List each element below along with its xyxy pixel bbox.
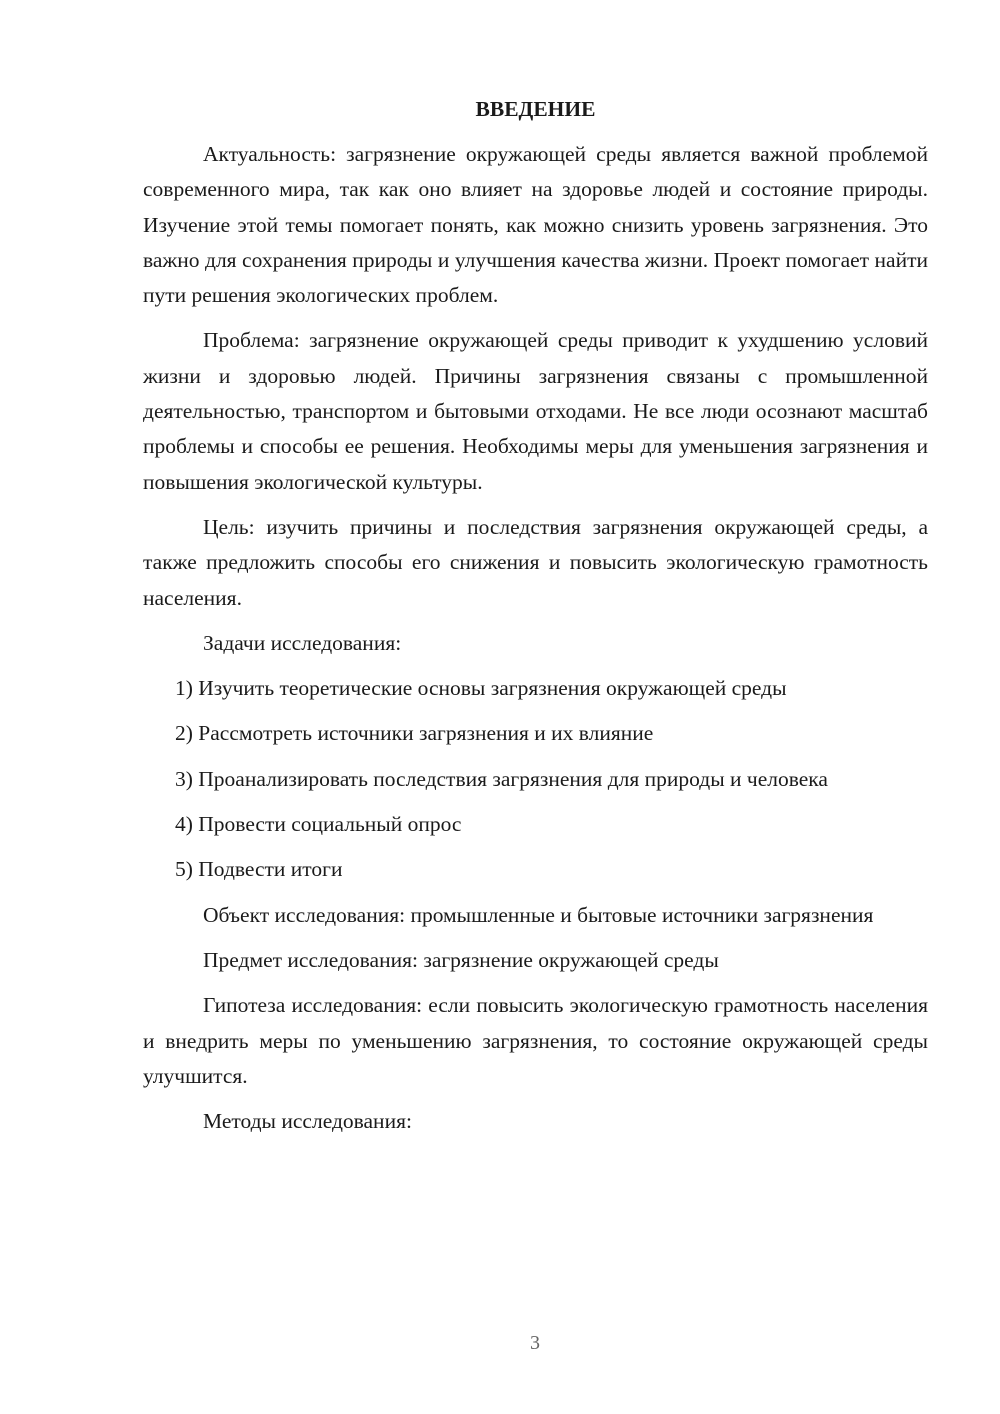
- page-title: ВВЕДЕНИЕ: [475, 97, 596, 121]
- task-item-4: 4) Провести социальный опрос: [175, 812, 462, 837]
- task-item-3: 3) Проанализировать последствия загрязнения для природы и человека: [175, 766, 828, 791]
- document-page: [143, 92, 928, 1149]
- paragraph-relevance: Актуальность: загрязнение окружающей среды является важной проблемой современного мира, так как оно влияет на здоровье людей и состояние природы. Изучение этой темы помогает понять, как можно снизить уровень загрязнения. Это важно для сохранения природы и улучшения качества жизни. Проект помогает найти пути решения экологических проблем.: [143, 142, 928, 308]
- methods-title: Методы исследования:: [203, 1109, 412, 1134]
- paragraph-subject: Предмет исследования: загрязнение окружающей среды: [203, 947, 719, 972]
- paragraph-object: Объект исследования: промышленные и бытовые источники загрязнения: [203, 902, 874, 927]
- page-number: 3: [530, 1332, 540, 1354]
- paragraph-problem: Проблема: загрязнение окружающей среды приводит к ухудшению условий жизни и здоровью людей. Причины загрязнения связаны с промышленной деятельностью, транспортом и бытовыми отходами. Не все люди осознают масштаб проблемы и способы ее решения. Необходимы меры для уменьшения загрязнения и повышения экологической культуры.: [143, 328, 928, 494]
- task-item-5: 5) Подвести итоги: [175, 857, 343, 882]
- paragraph-goal: Цель: изучить причины и последствия загрязнения окружающей среды, а также предложить способы его снижения и повысить экологическую грамотность населения.: [143, 514, 928, 610]
- task-item-1: 1) Изучить теоретические основы загрязнения окружающей среды: [175, 676, 787, 701]
- task-item-2: 2) Рассмотреть источники загрязнения и их влияние: [175, 721, 654, 746]
- tasks-title: Задачи исследования:: [203, 630, 402, 655]
- paragraph-hypothesis: Гипотеза исследования: если повысить экологическую грамотность населения и внедрить меры по уменьшению загрязнения, то состояние окружающей среды улучшится.: [143, 993, 928, 1088]
